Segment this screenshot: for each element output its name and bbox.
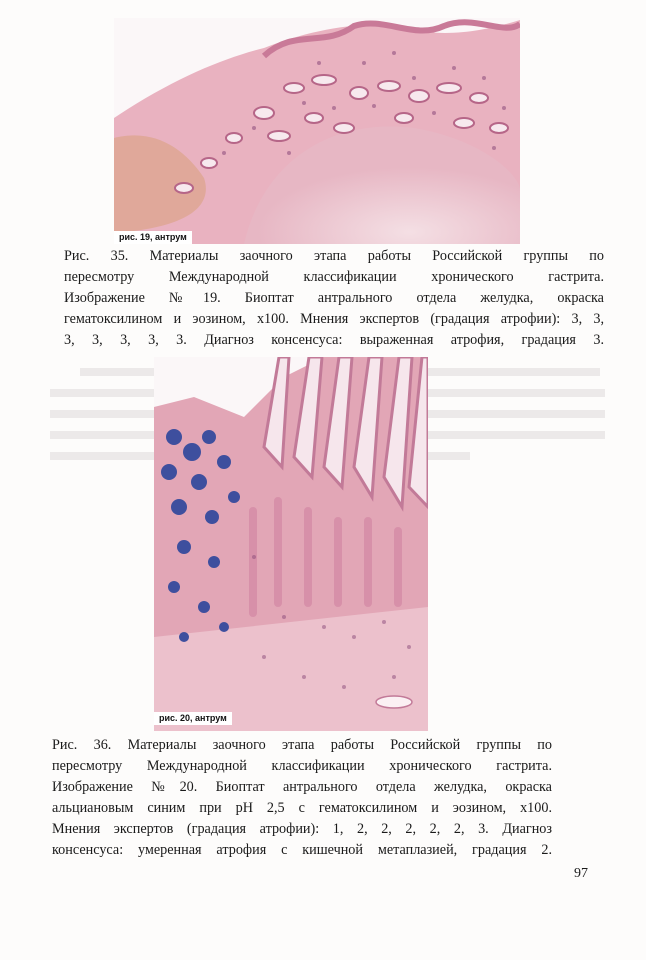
figure-20-caption — [52, 735, 552, 861]
caption-line: 3, 3, 3, 3, 3. Диагноз консенсуса: выраженная атрофия, градация 3. — [64, 332, 604, 348]
caption-line: Изображение №20. Биоптат антрального отдела желудка, окраска — [52, 779, 552, 795]
caption-line: Мнения экспертов (градация атрофии): 1, 2, 2, 2, 2, 2, 3. Диагноз — [52, 821, 552, 837]
figure-20-label: рис. 20, антрум — [154, 712, 232, 725]
caption-line: гематоксилином и эозином, х100. Мнения экспертов (градация атрофии): 3, 3, — [64, 311, 604, 327]
micrograph-20-image — [154, 357, 428, 731]
micrograph-figure-20 — [154, 357, 428, 731]
micrograph-19-image — [114, 18, 520, 244]
caption-line: Рис. 35. Материалы заочного этапа работы Российской группы по — [64, 248, 604, 264]
caption-line: пересмотру Международной классификации хронического гастрита. — [64, 269, 604, 285]
caption-line: Изображение №19. Биоптат антрального отдела желудка, окраска — [64, 290, 604, 306]
caption-line: пересмотру Международной классификации хронического гастрита. — [52, 758, 552, 774]
figure-19-caption — [64, 246, 604, 351]
figure-19-label: рис. 19, антрум — [114, 231, 192, 244]
page-number: 97 — [574, 866, 588, 881]
caption-line: консенсуса: умеренная атрофия с кишечной метаплазией, градация 2. — [52, 842, 552, 858]
caption-line: Рис. 36. Материалы заочного этапа работы Российской группы по — [52, 737, 552, 753]
caption-line: альциановым синим при pH 2,5 с гематоксилином и эозином, х100. — [52, 800, 552, 816]
micrograph-figure-19 — [114, 18, 520, 244]
